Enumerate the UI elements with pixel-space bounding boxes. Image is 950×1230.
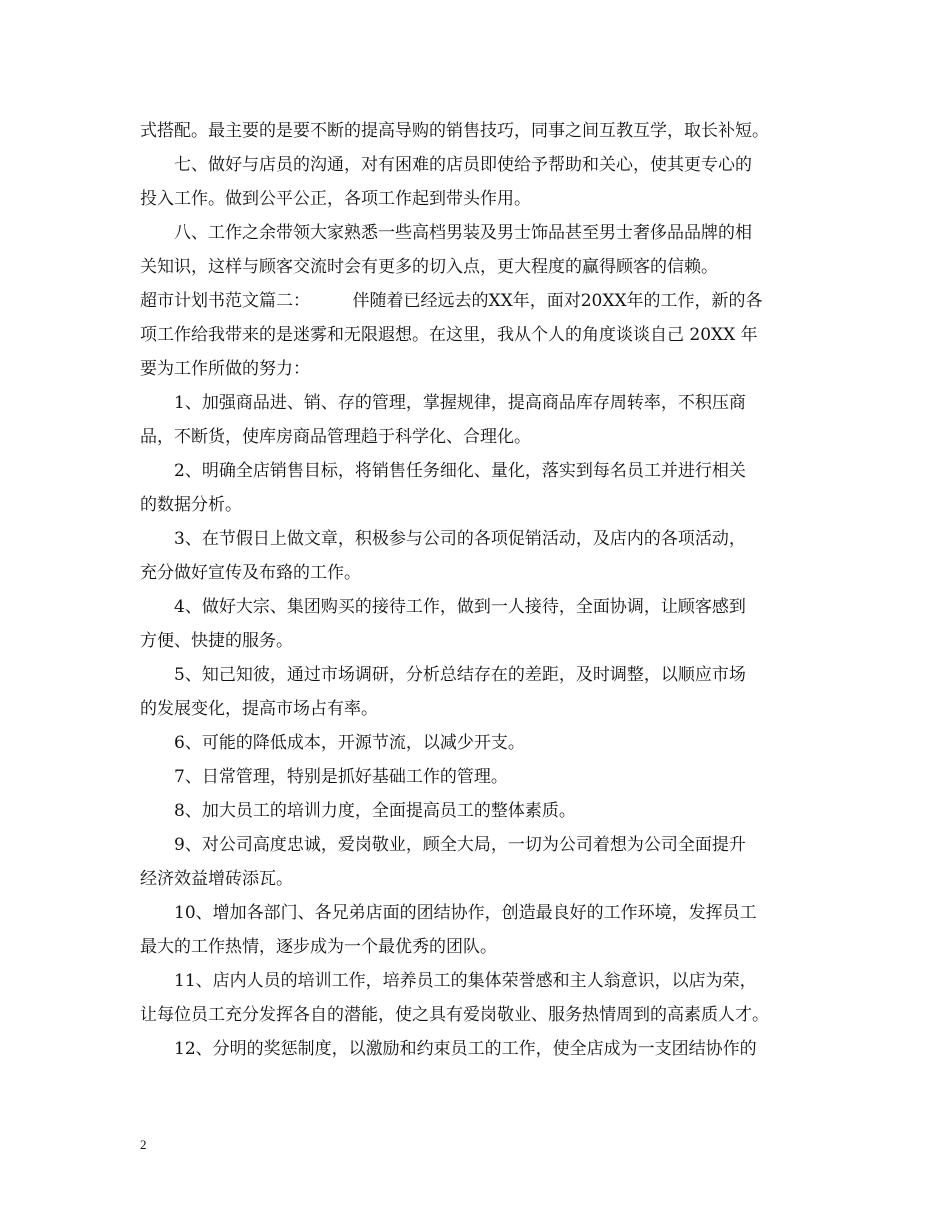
text-line: 2、明确全店销售目标，将销售任务细化、量化，落实到每名员工并进行相关 [174, 461, 746, 481]
text-line: 品，不断货，使库房商品管理趋于科学化、合理化。 [140, 427, 531, 447]
text-line: 8、加大员工的培训力度，全面提高员工的整体素质。 [174, 801, 576, 821]
text-line: 让每位员工充分发挥各自的潜能，使之具有爱岗敬业、服务热情周到的高素质人才。 [140, 1005, 769, 1025]
text-line: 的数据分析。 [140, 495, 242, 515]
paragraph [140, 658, 820, 726]
text-line: 八、工作之余带领大家熟悉一些高档男装及男士饰品甚至男士奢侈品品牌的相 [174, 223, 752, 243]
text-line: 七、做好与店员的沟通，对有困难的店员即使给予帮助和关心，使其更专心的 [174, 155, 752, 175]
text-line: 9、对公司高度忠诚，爱岗敬业，顾全大局，一切为公司着想为公司全面提升 [174, 835, 746, 855]
text-line: 超市计划书范文篇二： 伴随着已经远去的XX年，面对20XX年的工作，新的各 [140, 291, 763, 311]
text-line: 1、加强商品进、销、存的管理，掌握规律，提高商品库存周转率，不积压商 [174, 393, 746, 413]
text-line: 12、分明的奖惩制度，以激励和约束员工的工作，使全店成为一支团结协作的 [174, 1039, 757, 1059]
text-line: 最大的工作热情，逐步成为一个最优秀的团队。 [140, 937, 497, 957]
text-line: 式搭配。最主要的是要不断的提高导购的销售技巧，同事之间互教互学，取长补短。 [140, 121, 769, 141]
paragraph [140, 726, 820, 760]
paragraph [140, 964, 820, 1032]
paragraph [140, 896, 820, 964]
text-line: 6、可能的降低成本，开源节流，以减少开支。 [174, 733, 525, 753]
paragraph [140, 454, 820, 522]
text-line: 10、增加各部门、各兄弟店面的团结协作，创造最良好的工作环境，发挥员工 [174, 903, 757, 923]
text-line: 11、店内人员的培训工作，培养员工的集体荣誉感和主人翁意识，以店为荣， [174, 971, 757, 991]
paragraph [140, 794, 820, 828]
paragraph [140, 216, 820, 284]
paragraph [140, 148, 820, 216]
paragraph [140, 590, 820, 658]
text-line: 的发展变化，提高市场占有率。 [140, 699, 378, 719]
paragraph [140, 284, 820, 386]
paragraph [140, 828, 820, 896]
page-number: 2 [140, 1137, 147, 1152]
text-line: 7、日常管理，特别是抓好基础工作的管理。 [174, 767, 508, 787]
text-line: 3、在节假日上做文章，积极参与公司的各项促销活动，及店内的各项活动， [174, 529, 746, 549]
text-line: 项工作给我带来的是迷雾和无限遐想。在这里，我从个人的角度谈谈自己 20XX 年 [140, 325, 758, 345]
paragraph [140, 1032, 820, 1066]
body-text [140, 114, 820, 1066]
text-line: 充分做好宣传及布臵的工作。 [140, 563, 361, 583]
paragraph [140, 760, 820, 794]
text-line: 4、做好大宗、集团购买的接待工作，做到一人接待，全面协调，让顾客感到 [174, 597, 746, 617]
text-line: 要为工作所做的努力： [140, 359, 310, 379]
text-line: 5、知己知彼，通过市场调研，分析总结存在的差距，及时调整，以顺应市场 [174, 665, 746, 685]
text-line: 投入工作。做到公平公正，各项工作起到带头作用。 [140, 189, 531, 209]
paragraph [140, 114, 820, 148]
paragraph [140, 522, 820, 590]
text-line: 经济效益增砖添瓦。 [140, 869, 293, 889]
text-line: 方便、快捷的服务。 [140, 631, 293, 651]
paragraph [140, 386, 820, 454]
text-line: 关知识，这样与顾客交流时会有更多的切入点，更大程度的赢得顾客的信赖。 [140, 257, 718, 277]
